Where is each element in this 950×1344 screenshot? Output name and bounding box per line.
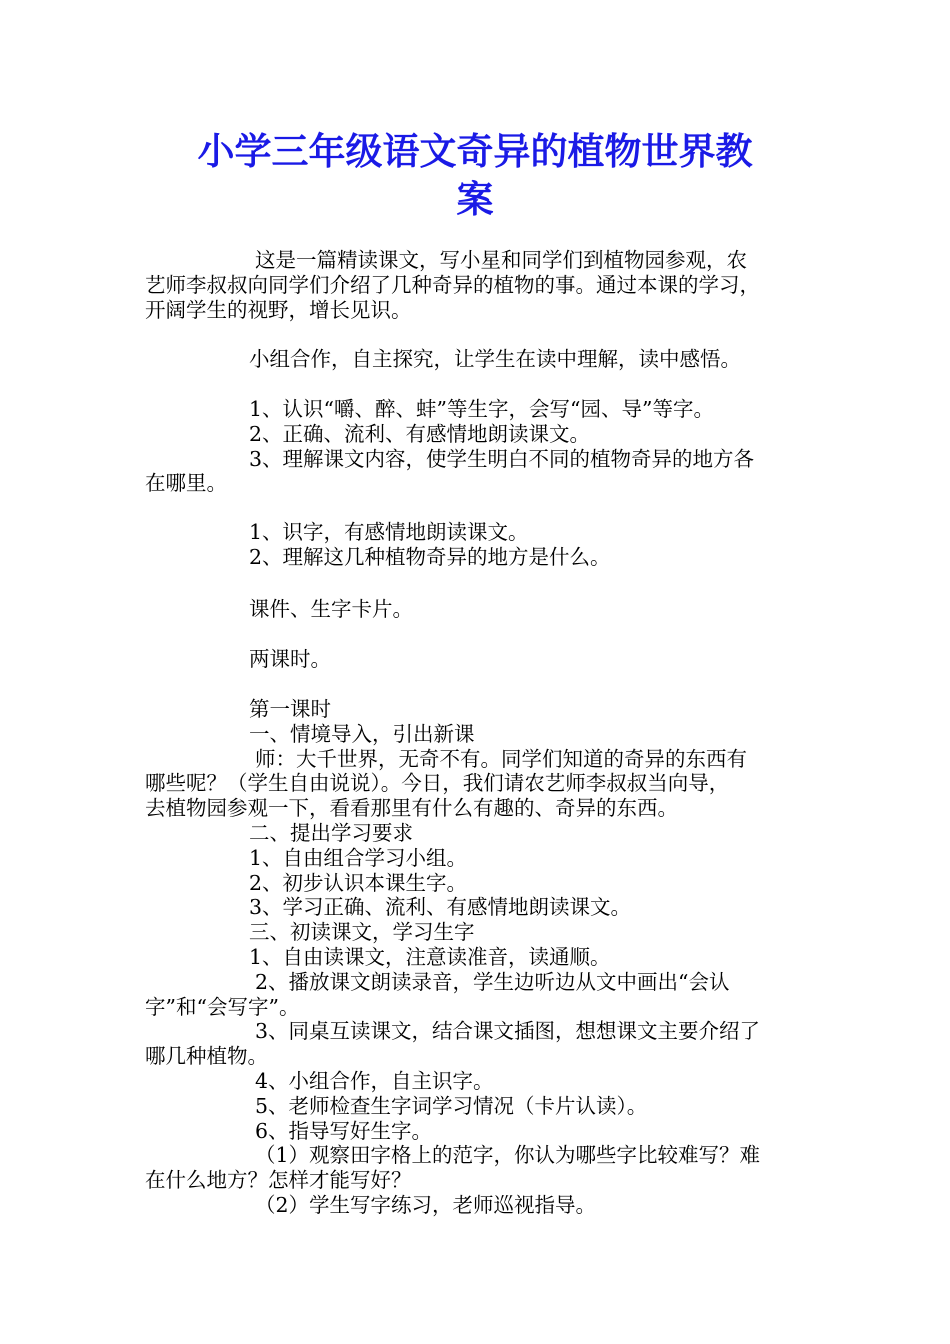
text-line: （2）学生写字练习，老师巡视指导。 (255, 1192, 597, 1217)
text-line: 二、提出学习要求 (249, 820, 413, 845)
text-line: （1）观察田字格上的范字，你认为哪些字比较难写？难 (255, 1143, 761, 1168)
text-line: 课件、生字卡片。 (249, 597, 413, 621)
text-line: 第一课时 (249, 697, 331, 721)
text-line: 1、认识“嚼、醉、蚌”等生字，会写“园、导”等字。 (249, 397, 714, 421)
text-line: 去植物园参观一下，看看那里有什么有趣的、奇异的东西。 (145, 796, 678, 821)
text-line: 小组合作，自主探究，让学生在读中理解，读中感悟。 (249, 347, 741, 371)
text-line: 1、自由组合学习小组。 (249, 845, 468, 870)
lesson-section (145, 697, 815, 1218)
key-points-paragraph (145, 520, 815, 570)
text-line: 在哪里。 (145, 471, 227, 496)
text-line: 开阔学生的视野，增长见识。 (145, 297, 412, 322)
text-line: 5、老师检查生字词学习情况（卡片认读）。 (255, 1093, 648, 1118)
text-line: 一、情境导入，引出新课 (249, 721, 475, 746)
text-line: 2、正确、流利、有感情地朗读课文。 (249, 421, 591, 446)
text-line: 2、理解这几种植物奇异的地方是什么。 (249, 544, 611, 569)
text-line: 2、播放课文朗读录音，学生边听边从文中画出“会认 (255, 969, 730, 994)
text-line: 这是一篇精读课文，写小星和同学们到植物园参观，农 (255, 248, 747, 272)
time-paragraph (145, 647, 815, 672)
text-line: 字”和“会写字”。 (145, 994, 300, 1019)
text-line: 3、学习正确、流利、有感情地朗读课文。 (249, 895, 632, 920)
intro-paragraph (145, 248, 815, 322)
text-line: 艺师李叔叔向同学们介绍了几种奇异的植物的事。通过本课的学习， (145, 272, 760, 297)
title-line: 小学三年级语文奇异的植物世界教 (197, 130, 753, 173)
text-line: 两课时。 (249, 647, 331, 671)
method-paragraph (145, 347, 815, 372)
text-line: 在什么地方？怎样才能写好？ (145, 1168, 412, 1193)
text-line: 1、识字，有感情地朗读课文。 (249, 520, 529, 544)
preparation-paragraph (145, 597, 815, 622)
title-line: 案 (456, 178, 494, 221)
text-line: 1、自由读课文，注意读准音，读通顺。 (249, 944, 611, 969)
goals-paragraph (145, 397, 815, 496)
document-title (100, 128, 850, 224)
text-line: 三、初读课文，学习生字 (249, 920, 475, 945)
text-line: 2、初步认识本课生字。 (249, 870, 468, 895)
text-line: 哪几种植物。 (145, 1044, 268, 1069)
text-line: 4、小组合作，自主识字。 (255, 1068, 494, 1093)
text-line: 3、同桌互读课文，结合课文插图，想想课文主要介绍了 (255, 1019, 761, 1044)
text-line: 师：大千世界，无奇不有。同学们知道的奇异的东西有 (255, 746, 747, 771)
text-line: 3、理解课文内容，使学生明白不同的植物奇异的地方各 (249, 446, 755, 471)
text-line: 6、指导写好生字。 (255, 1118, 433, 1143)
text-line: 哪些呢？（学生自由说说）。今日，我们请农艺师李叔叔当向导， (145, 771, 730, 796)
